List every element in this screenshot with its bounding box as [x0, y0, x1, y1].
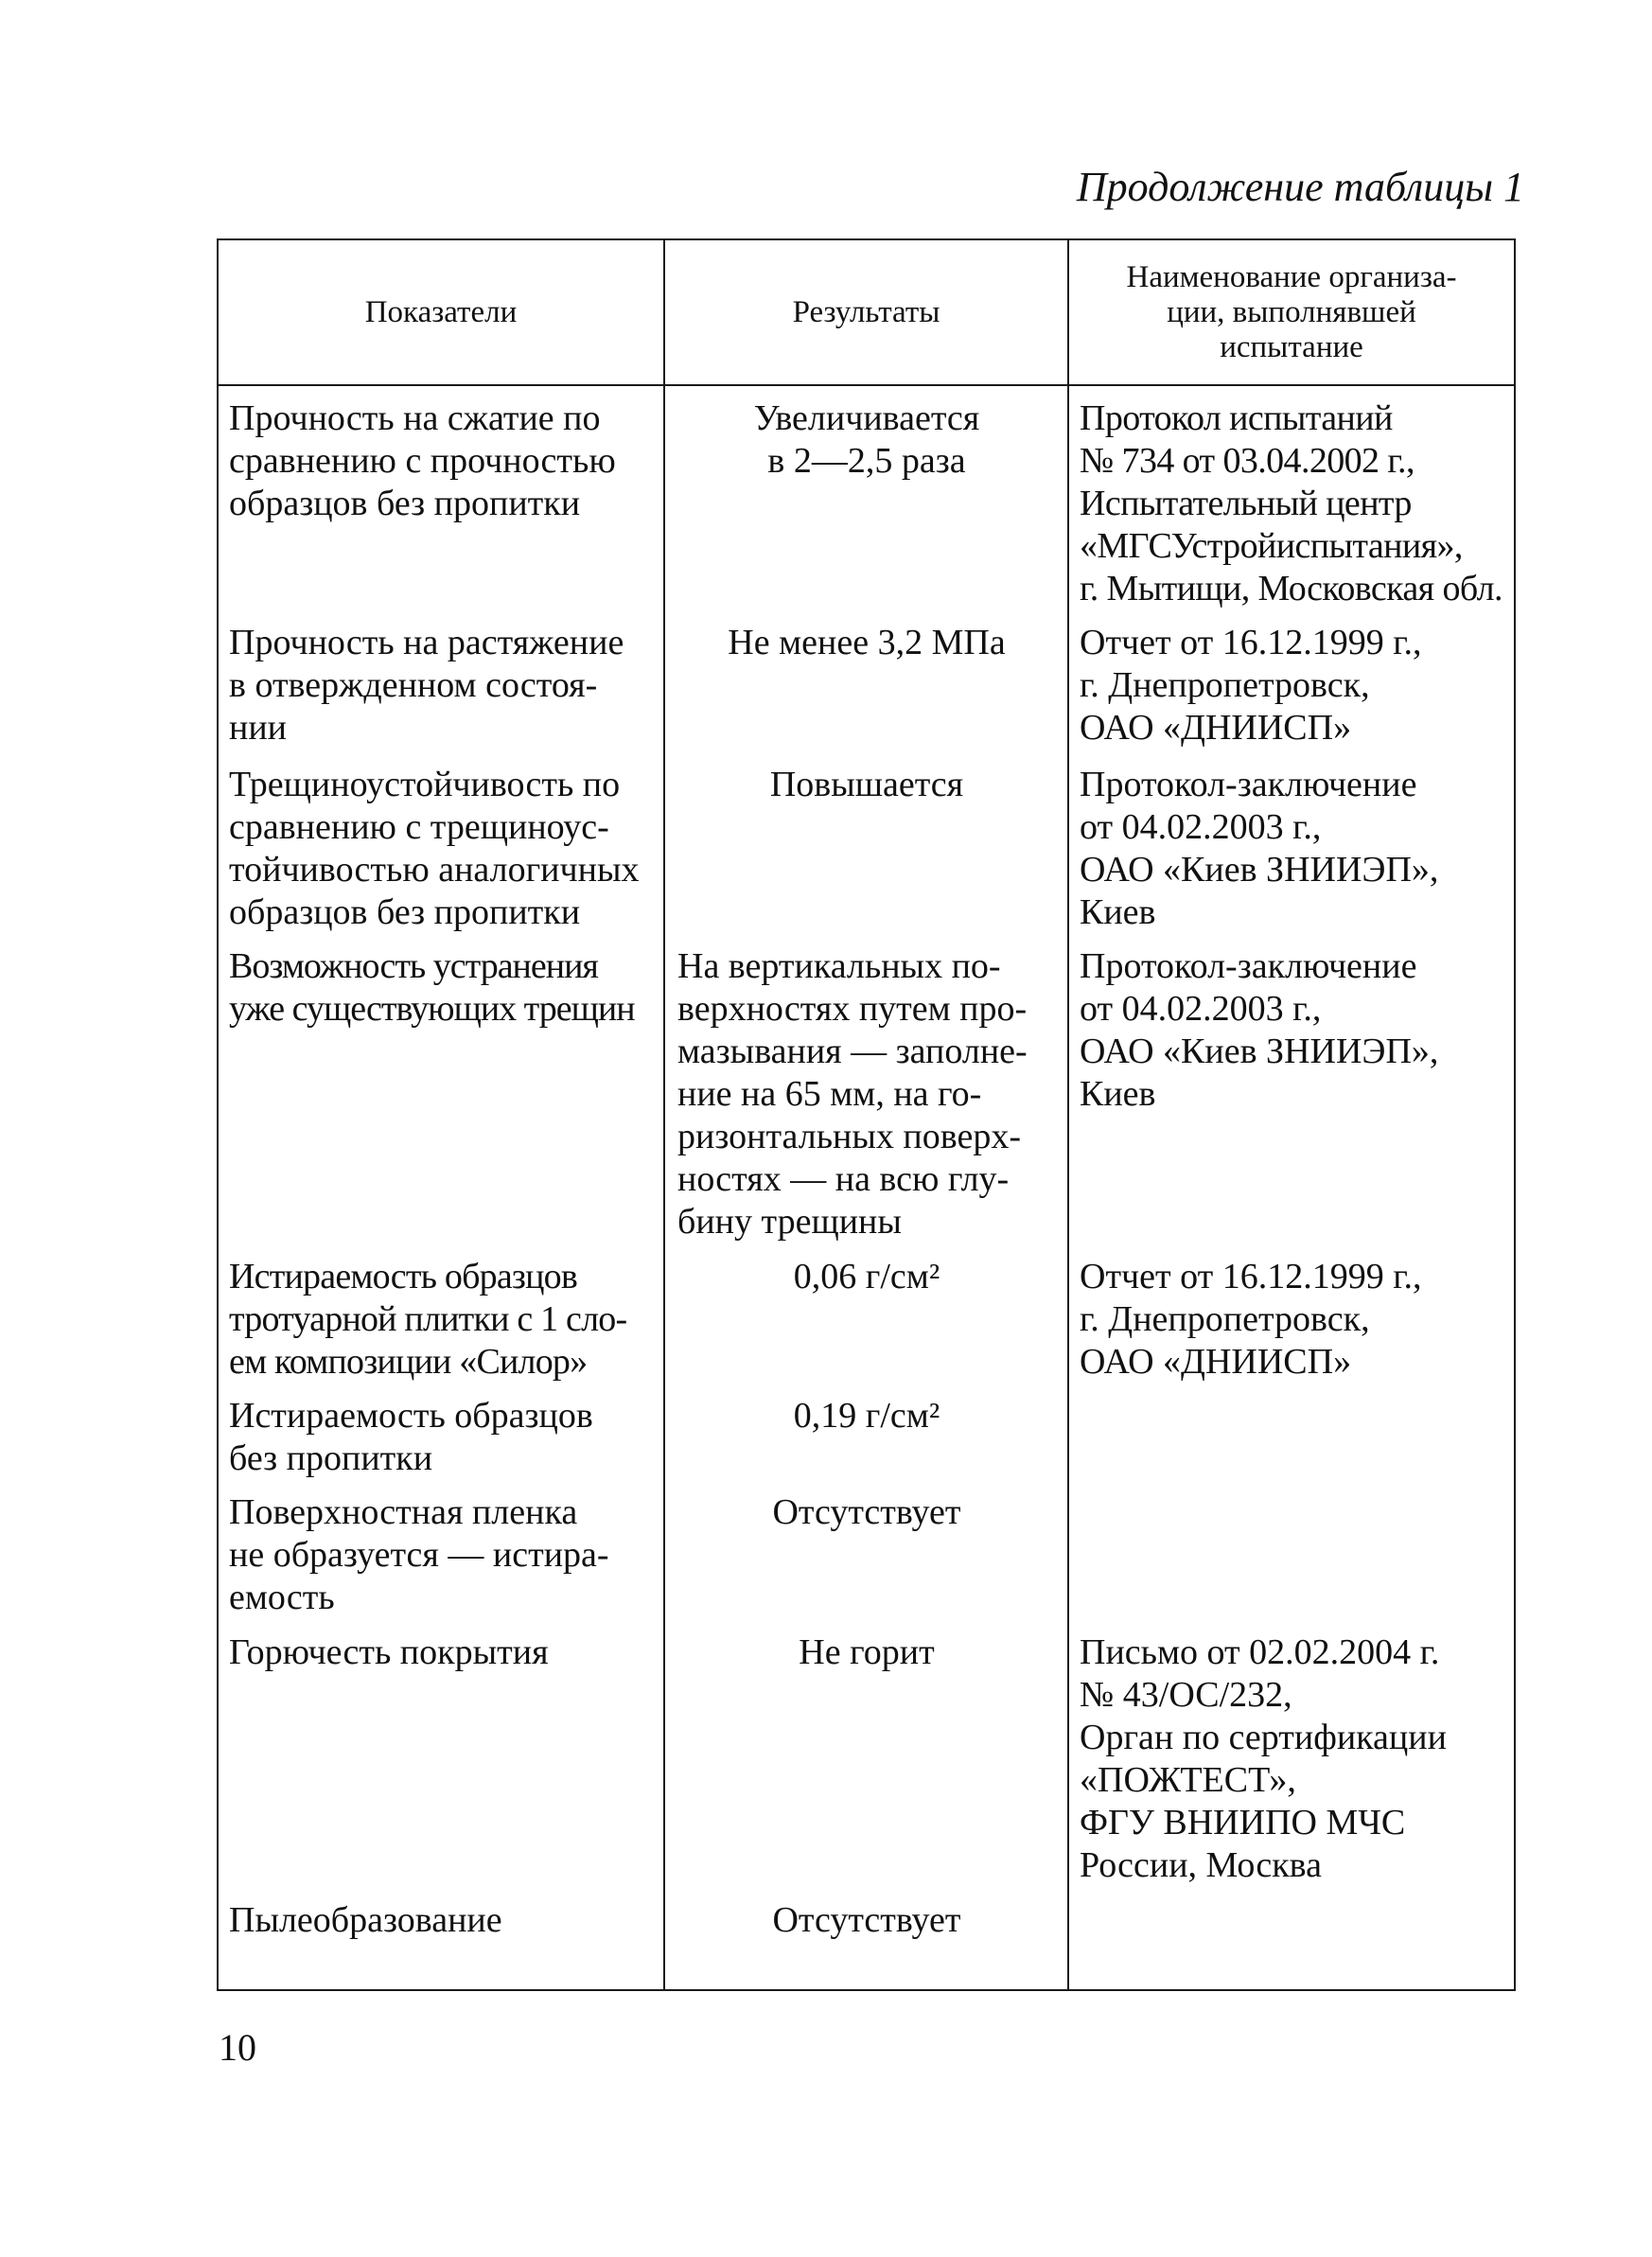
- cell-result: Не горит: [664, 1620, 1068, 1888]
- cell-indicator: Поверхностная пленка не образуется — истира- емость: [218, 1480, 664, 1620]
- cell-organization: Протокол-заключение от 04.02.2003 г., ОАО «Киев ЗНИИЭП», Киев: [1068, 752, 1515, 934]
- cell-result: Отсутствует: [664, 1480, 1068, 1620]
- cell-result: 0,19 г/см²: [664, 1384, 1068, 1480]
- cell-result: На вертикальных по- верхностях путем про- мазывания — заполне- ние на 65 мм, на го- ризонтальных поверх- ностях — на всю глу- бину трещины: [664, 934, 1068, 1244]
- cell-indicator: Прочность на растяжение в отвержденном состоя- нии: [218, 610, 664, 752]
- cell-result: Не менее 3,2 МПа: [664, 610, 1068, 752]
- cell-indicator: Истираемость образцов без пропитки: [218, 1384, 664, 1480]
- header-result: Результаты: [664, 239, 1068, 385]
- table-row: [218, 385, 1515, 610]
- table-row: [218, 934, 1515, 1244]
- cell-indicator: Прочность на сжатие по сравнению с прочностью образцов без пропитки: [218, 385, 664, 610]
- cell-organization: Отчет от 16.12.1999 г., г. Днепропетровск, ОАО «ДНИИСП»: [1068, 610, 1515, 752]
- table-header-row: [218, 239, 1515, 385]
- page-number: 10: [219, 2026, 256, 2069]
- cell-result: Повышается: [664, 752, 1068, 934]
- table-row: [218, 1244, 1515, 1384]
- cell-organization: [1068, 1384, 1515, 1480]
- table-caption: Продолжение таблицы 1: [1076, 164, 1524, 210]
- header-organization: Наименование организа- ции, выполнявшей испытание: [1068, 239, 1515, 385]
- table-row: [218, 610, 1515, 752]
- cell-indicator: Пылеобразование: [218, 1888, 664, 1990]
- table-row: [218, 1620, 1515, 1888]
- cell-result: Отсутствует: [664, 1888, 1068, 1990]
- cell-organization: [1068, 1480, 1515, 1620]
- cell-result: 0,06 г/см²: [664, 1244, 1068, 1384]
- results-table: [217, 238, 1516, 1991]
- cell-indicator: Горючесть покрытия: [218, 1620, 664, 1888]
- header-indicator: Показатели: [218, 239, 664, 385]
- cell-result: Увеличивается в 2—2,5 раза: [664, 385, 1068, 610]
- cell-organization: Письмо от 02.02.2004 г. № 43/ОС/232, Орган по сертификации «ПОЖТЕСТ», ФГУ ВНИИПО МЧС России, Москва: [1068, 1620, 1515, 1888]
- table-row: [218, 752, 1515, 934]
- table-row: [218, 1384, 1515, 1480]
- cell-organization: Протокол-заключение от 04.02.2003 г., ОАО «Киев ЗНИИЭП», Киев: [1068, 934, 1515, 1244]
- cell-indicator: Трещиноустойчивость по сравнению с трещиноус- тойчивостью аналогичных образцов без пропитки: [218, 752, 664, 934]
- cell-organization: Протокол испытаний № 734 от 03.04.2002 г., Испытательный центр «МГСУстройиспытания», г. Мытищи, Московская обл.: [1068, 385, 1515, 610]
- cell-organization: [1068, 1888, 1515, 1990]
- table-row: [218, 1888, 1515, 1990]
- cell-indicator: Возможность устранения уже существующих трещин: [218, 934, 664, 1244]
- cell-organization: Отчет от 16.12.1999 г., г. Днепропетровск, ОАО «ДНИИСП»: [1068, 1244, 1515, 1384]
- table-row: [218, 1480, 1515, 1620]
- cell-indicator: Истираемость образцов тротуарной плитки с 1 сло- ем композиции «Силор»: [218, 1244, 664, 1384]
